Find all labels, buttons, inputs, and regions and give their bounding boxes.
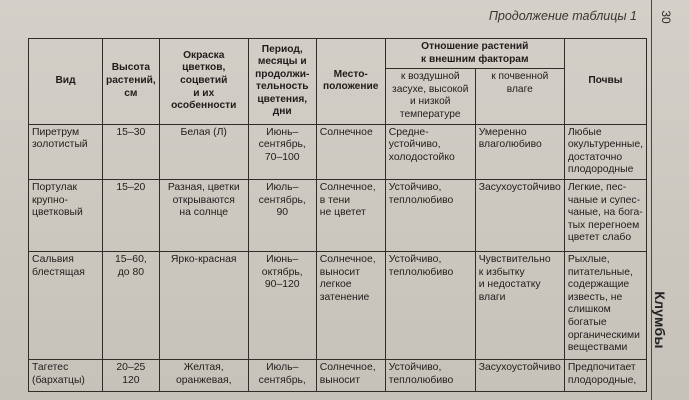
cell-air: Устойчиво, теплолюбиво	[385, 179, 475, 251]
cell-soils: Любые окультуренные, достаточно плодородные	[564, 124, 646, 179]
cell-location: Солнечное, выносит легкое затенение	[316, 251, 385, 359]
cell-location: Солнечное, выносит	[316, 359, 385, 391]
cell-species: Портулак крупно- цветковый	[29, 179, 103, 251]
section-title: Клумбы	[652, 291, 668, 349]
cell-height: 15–60, до 80	[103, 251, 160, 359]
cell-color: Разная, цветки открываются на солнце	[159, 179, 248, 251]
cell-height: 20–25 120	[103, 359, 160, 391]
table-row	[29, 179, 647, 251]
cell-period: Июнь– сентябрь, 70–100	[248, 124, 316, 179]
plant-table	[28, 38, 647, 392]
cell-air: Средне- устойчиво, холодостойко	[385, 124, 475, 179]
cell-soils: Предпочитает плодородные,	[564, 359, 646, 391]
cell-soils: Рыхлые, питательные, содержащие известь, не слишком богатые органическими веществами	[564, 251, 646, 359]
page-number: 30	[659, 10, 673, 24]
cell-period: Июль– сентябрь, 90	[248, 179, 316, 251]
cell-air: Устойчиво, теплолюбиво	[385, 359, 475, 391]
cell-color: Белая (Л)	[159, 124, 248, 179]
table-row	[29, 124, 647, 179]
cell-location: Солнечное, в тени не цветет	[316, 179, 385, 251]
header-air-conditions: к воздушной засухе, высокой и низкой температуре	[385, 69, 475, 124]
table-row	[29, 359, 647, 391]
header-location: Место- положение	[316, 39, 385, 125]
cell-air: Устойчиво, теплолюбиво	[385, 251, 475, 359]
cell-color: Ярко-красная	[159, 251, 248, 359]
cell-soils: Легкие, пес- чаные и супес- чаные, на бога- тых перегноем цветет слабо	[564, 179, 646, 251]
header-relation-group: Отношение растений к внешним факторам	[385, 39, 564, 69]
table-row	[29, 251, 647, 359]
cell-height: 15–20	[103, 179, 160, 251]
table-continuation-label: Продолжение таблицы 1	[488, 9, 637, 23]
cell-soil-moisture: Засухоустойчиво	[475, 179, 564, 251]
cell-soil-moisture: Засухоустойчиво	[475, 359, 564, 391]
header-species: Вид	[29, 39, 103, 125]
cell-period: Июнь– октябрь, 90–120	[248, 251, 316, 359]
header-height: Высота растений, см	[103, 39, 160, 125]
cell-period: Июль– сентябрь,	[248, 359, 316, 391]
cell-species: Тагетес (бархатцы)	[29, 359, 103, 391]
header-soils: Почвы	[564, 39, 646, 125]
header-period: Период, месяцы и продолжи- тельность цветения, дни	[248, 39, 316, 125]
cell-soil-moisture: Умеренно влаголюбиво	[475, 124, 564, 179]
cell-height: 15–30	[103, 124, 160, 179]
cell-soil-moisture: Чувствительно к избытку и недостатку влаги	[475, 251, 564, 359]
cell-species: Сальвия блестящая	[29, 251, 103, 359]
header-soil-moisture: к почвенной влаге	[475, 69, 564, 124]
cell-color: Желтая, оранжевая,	[159, 359, 248, 391]
cell-location: Солнечное	[316, 124, 385, 179]
header-color: Окраска цветков, соцветий и их особенности	[159, 39, 248, 125]
cell-species: Пиретрум золотистый	[29, 124, 103, 179]
